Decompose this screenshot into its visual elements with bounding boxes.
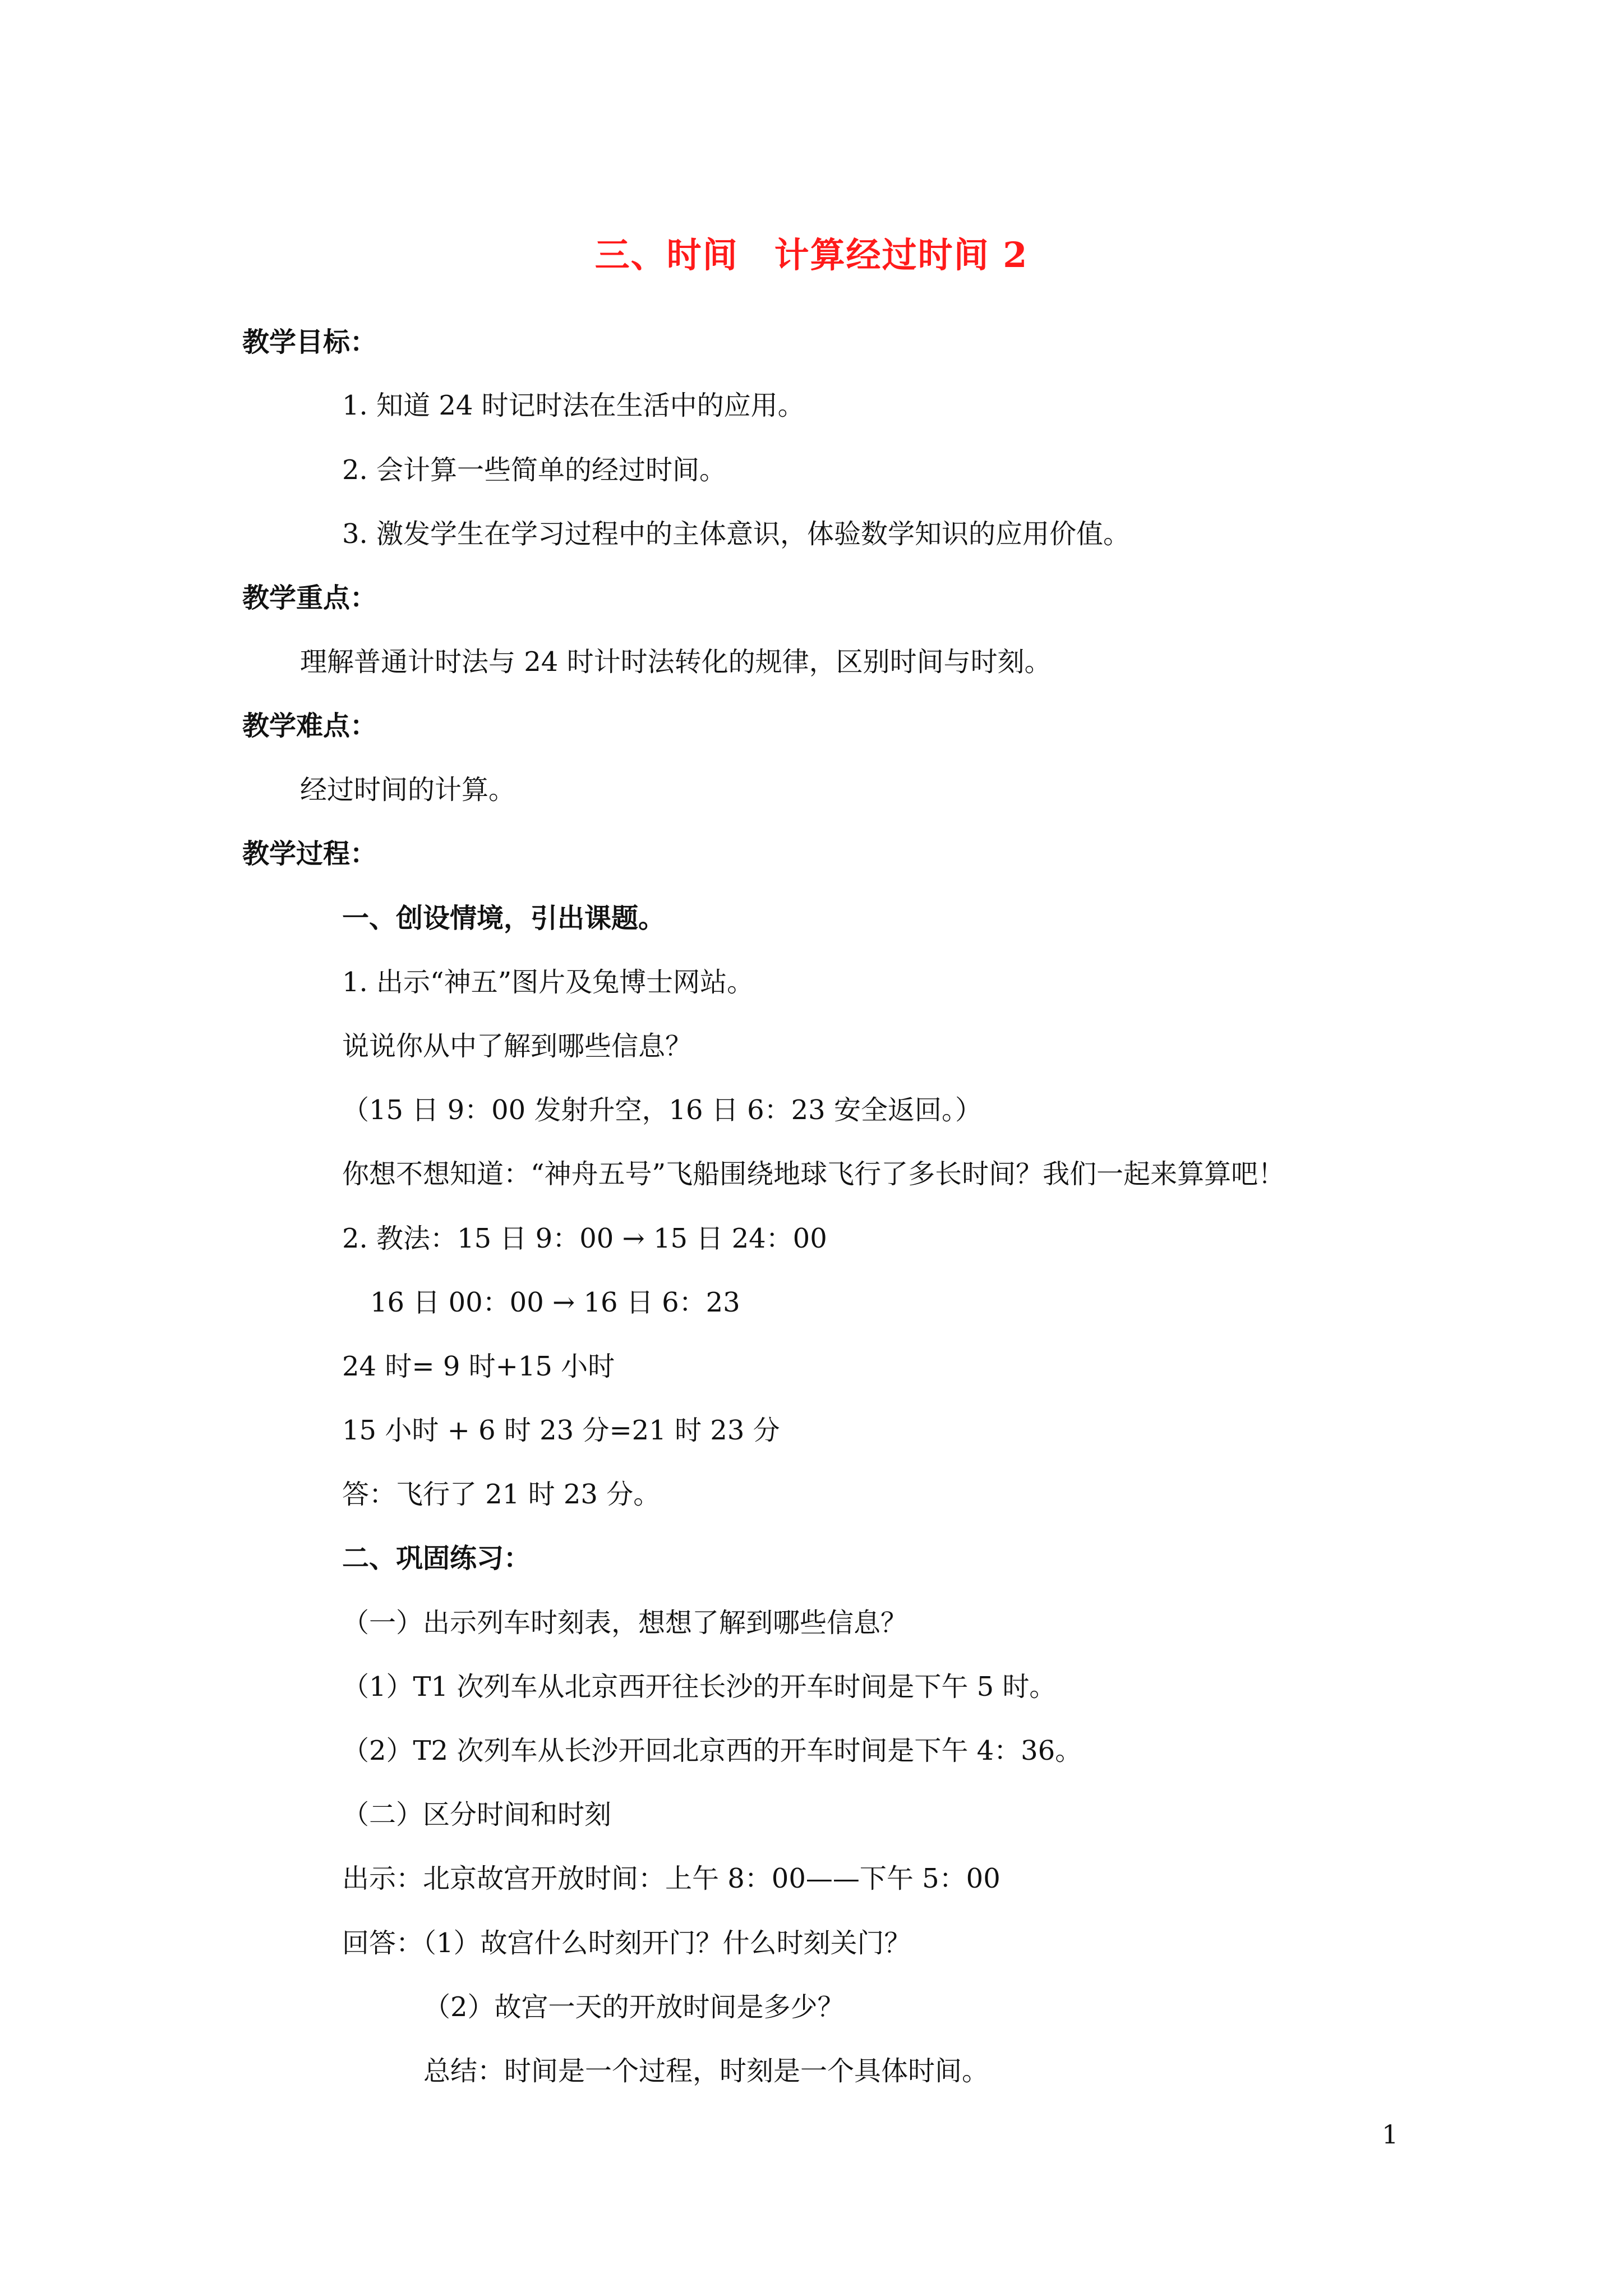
section-heading-goals: 教学目标： — [242, 326, 377, 358]
practice-line: （1）T1 次列车从北京西开往长沙的开车时间是下午 5 时。 — [342, 1671, 1057, 1703]
goal-item-1: 1. 知道 24 时记时法在生活中的应用。 — [342, 390, 805, 421]
process-line: 答：飞行了 21 时 23 分。 — [342, 1479, 661, 1510]
subsection-heading-1: 一、创设情境，引出课题。 — [342, 903, 666, 934]
practice-line: （2）T2 次列车从长沙开回北京西的开车时间是下午 4：36。 — [342, 1735, 1082, 1766]
practice-line: 总结：时间是一个过程，时刻是一个具体时间。 — [423, 2055, 989, 2087]
section-heading-process: 教学过程： — [242, 838, 377, 869]
practice-line: 出示：北京故宫开放时间：上午 8：00——下午 5：00 — [342, 1863, 1000, 1894]
process-line: 1. 出示“神五”图片及兔博士网站。 — [342, 967, 754, 998]
subsection-heading-2: 二、巩固练习： — [342, 1543, 531, 1574]
document-title: 三、时间 计算经过时间 2 — [594, 234, 1029, 275]
goal-item-2: 2. 会计算一些简单的经过时间。 — [342, 454, 727, 486]
process-line: 16 日 00：00 → 16 日 6：23 — [370, 1287, 740, 1318]
practice-line: （一）出示列车时刻表，想想了解到哪些信息？ — [342, 1607, 908, 1639]
process-line: （15 日 9：00 发射升空，16 日 6：23 安全返回。） — [342, 1094, 982, 1126]
process-line: 说说你从中了解到哪些信息？ — [342, 1030, 693, 1062]
page-number: 1 — [1382, 2119, 1399, 2150]
difficulty-text: 经过时间的计算。 — [300, 774, 516, 806]
goal-item-3: 3. 激发学生在学习过程中的主体意识，体验数学知识的应用价值。 — [342, 518, 1131, 550]
practice-line: （2）故宫一天的开放时间是多少？ — [423, 1991, 845, 2023]
practice-line: 回答：（1）故宫什么时刻开门？什么时刻关门？ — [342, 1927, 911, 1959]
process-line: 15 小时 + 6 时 23 分=21 时 23 分 — [342, 1415, 780, 1446]
process-line: 24 时= 9 时+15 小时 — [342, 1351, 615, 1382]
practice-line: （二）区分时间和时刻 — [342, 1799, 612, 1830]
keypoint-text: 理解普通计时法与 24 时计时法转化的规律，区别时间与时刻。 — [300, 646, 1052, 678]
section-heading-keypoint: 教学重点： — [242, 582, 377, 614]
section-heading-difficulty: 教学难点： — [242, 710, 377, 742]
process-line: 2. 教法：15 日 9：00 → 15 日 24：00 — [342, 1223, 827, 1254]
process-line: 你想不想知道：“神舟五号”飞船围绕地球飞行了多长时间？我们一起来算算吧！ — [342, 1158, 1285, 1190]
